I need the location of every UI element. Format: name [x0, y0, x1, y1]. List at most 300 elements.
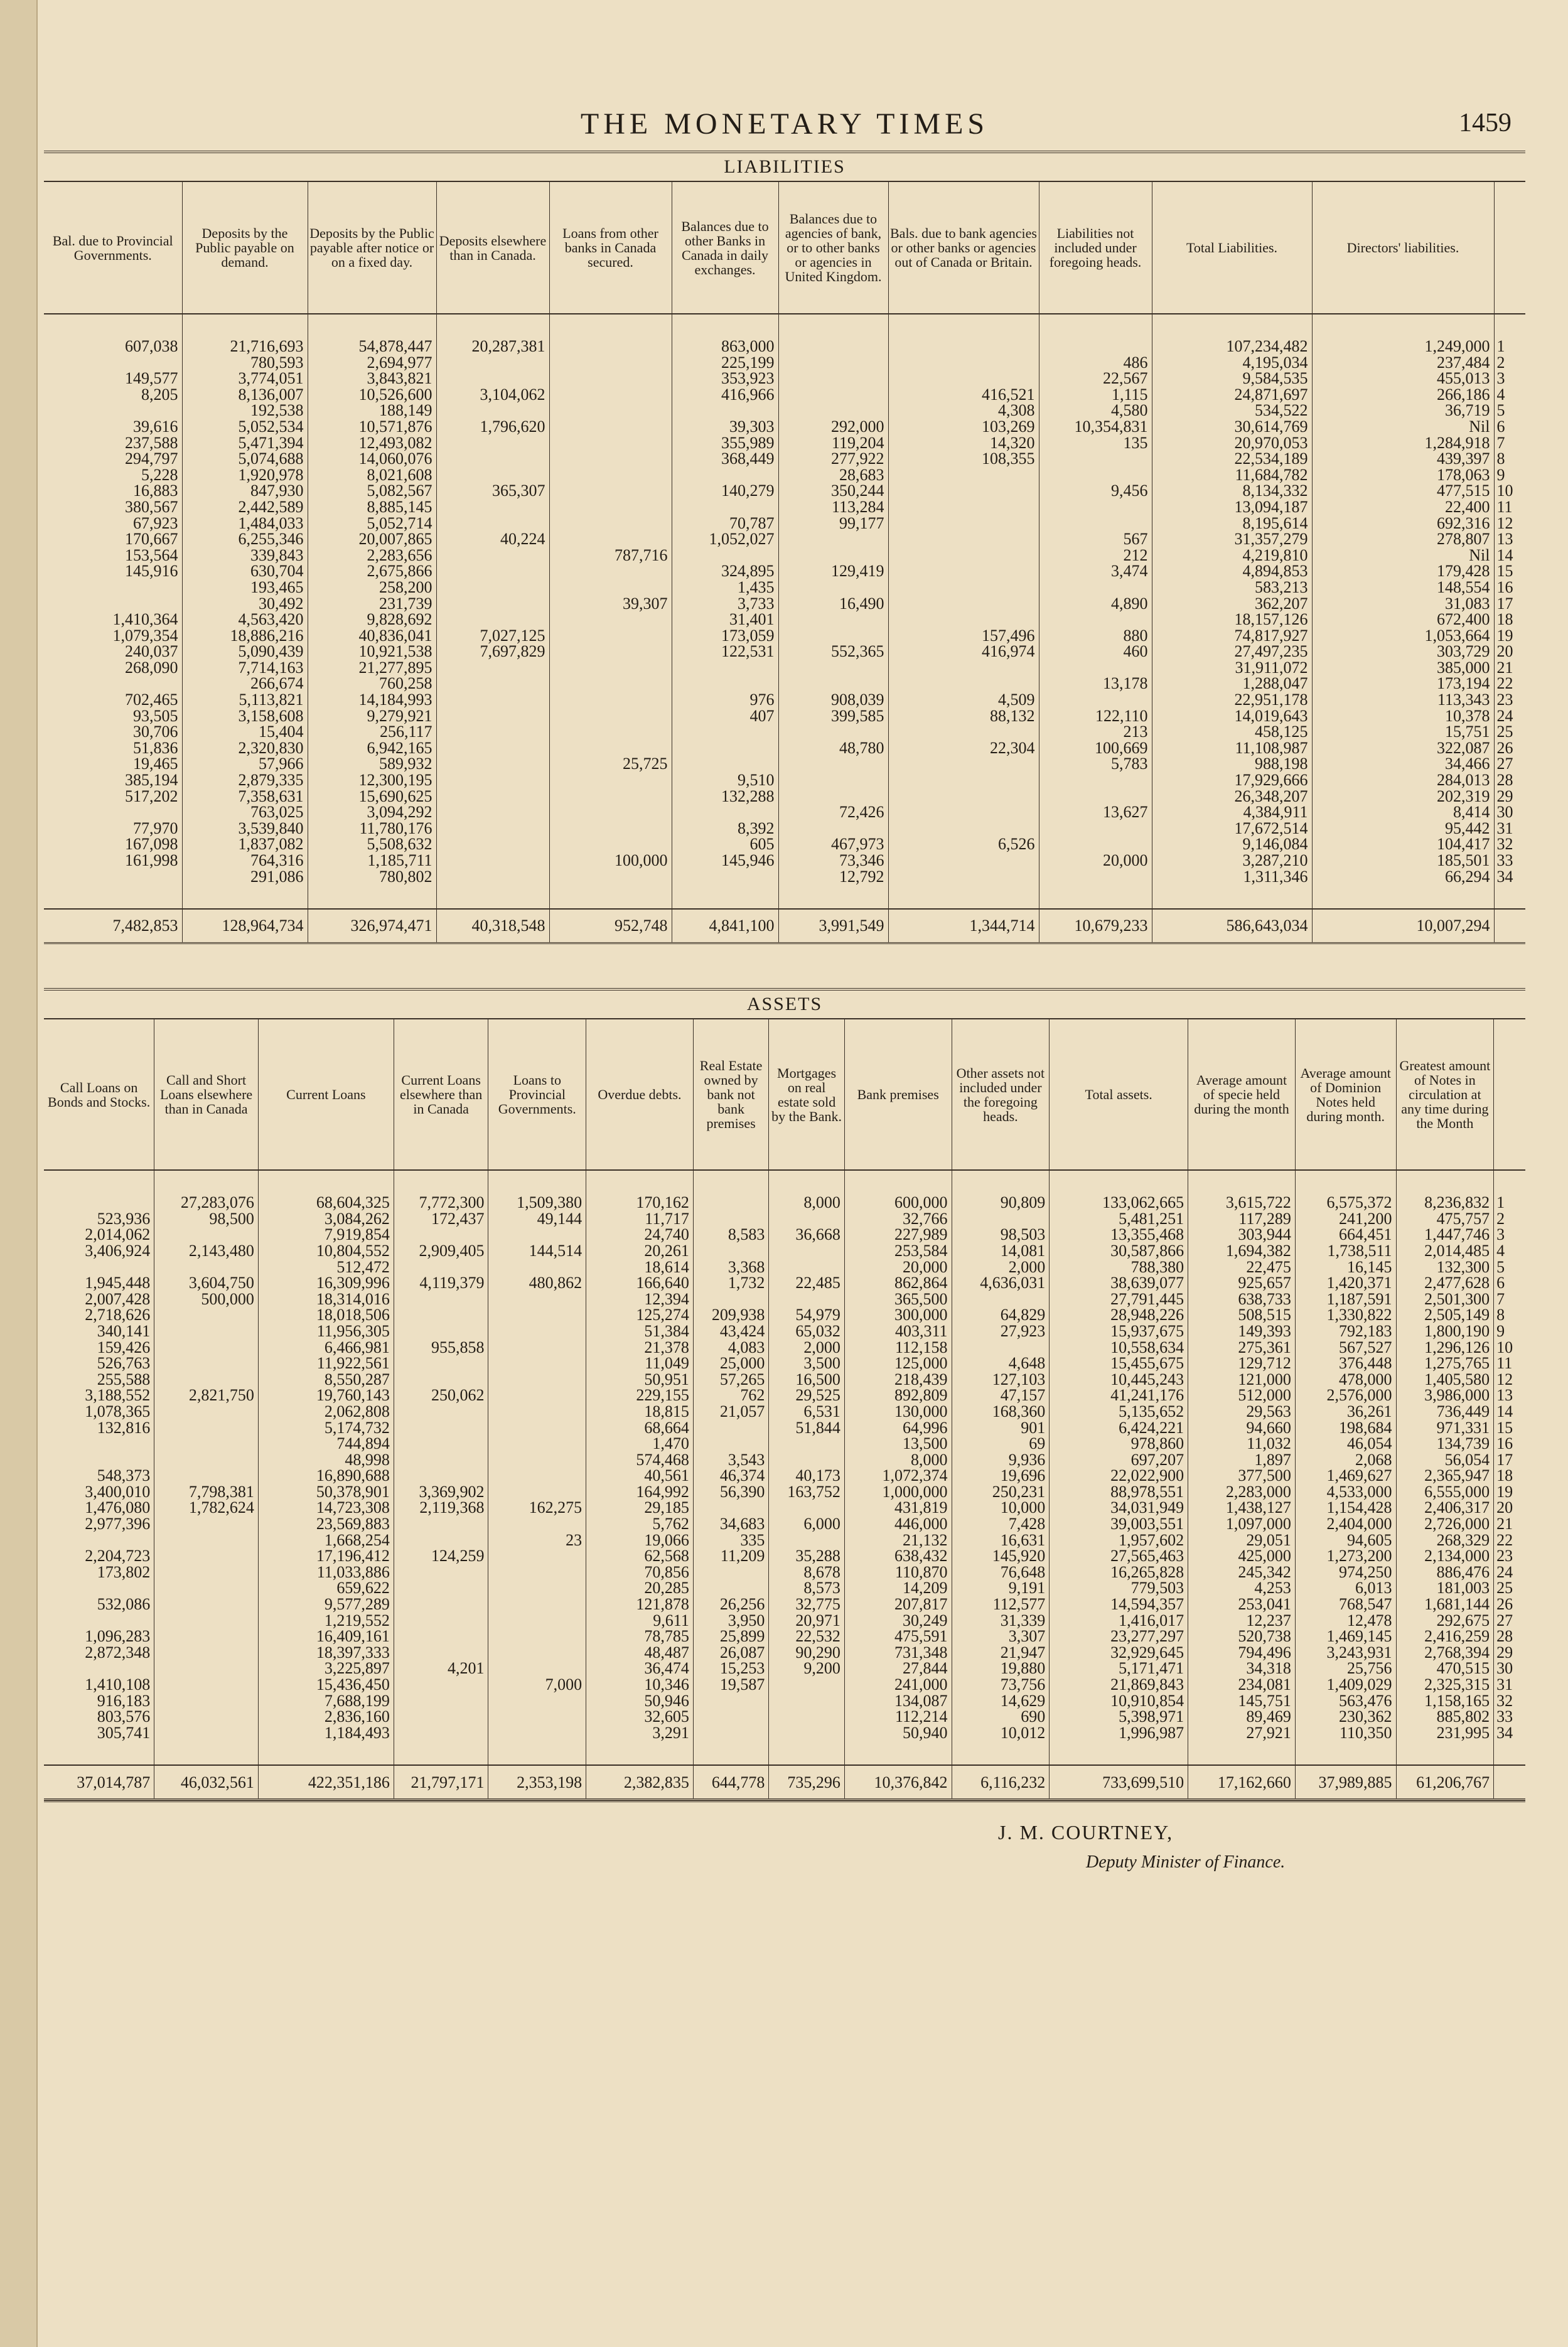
total-cell: 10,679,233 [1039, 909, 1152, 943]
table-cell: 780,802 [308, 869, 436, 885]
table-cell [394, 1355, 488, 1372]
table-cell [394, 1436, 488, 1452]
table-cell: 125,000 [844, 1355, 952, 1372]
table-cell: 16,409,161 [258, 1628, 394, 1645]
table-cell: 46,054 [1295, 1436, 1396, 1452]
table-cell: 20,285 [586, 1580, 694, 1596]
assets-column-header: Current Loans [258, 1019, 394, 1170]
table-cell [436, 660, 549, 676]
table-cell [693, 1420, 769, 1436]
table-cell: 3,733 [672, 596, 778, 612]
table-cell: 19,465 [44, 756, 182, 772]
table-cell [952, 1291, 1050, 1308]
table-cell [693, 1580, 769, 1596]
table-cell: 132,300 [1396, 1259, 1494, 1276]
table-row [44, 515, 1525, 532]
table-cell [394, 1468, 488, 1484]
table-cell: 8,236,832 [1396, 1195, 1494, 1211]
table-cell: 22,567 [1039, 370, 1152, 387]
total-cell [1494, 1765, 1525, 1800]
table-cell: 908,039 [778, 692, 888, 708]
total-cell: 3,991,549 [778, 909, 888, 943]
table-cell [888, 820, 1039, 837]
table-cell [549, 531, 672, 547]
table-cell: 1,484,033 [182, 515, 308, 532]
row-number: 10 [1496, 481, 1513, 500]
table-row [44, 1387, 1525, 1404]
table-cell: 9,279,921 [308, 708, 436, 724]
table-cell: 21,132 [844, 1532, 952, 1549]
table-cell [769, 1436, 845, 1452]
assets-column-header: Average amount of Dominion Notes held during month. [1295, 1019, 1396, 1170]
table-cell: 20,970,053 [1152, 435, 1312, 451]
table-cell: 22,304 [888, 740, 1039, 756]
table-cell: 48,998 [258, 1452, 394, 1468]
table-cell: 76,648 [952, 1564, 1050, 1581]
table-cell: 1,000,000 [844, 1484, 952, 1500]
section-separator [44, 944, 1525, 991]
table-cell: 16,631 [952, 1532, 1050, 1549]
table-cell: 18,886,216 [182, 628, 308, 644]
table-cell: 303,944 [1188, 1227, 1296, 1243]
table-cell: 2,694,977 [308, 355, 436, 371]
table-cell [888, 788, 1039, 805]
assets-table [44, 1019, 1525, 1800]
table-cell [672, 740, 778, 756]
table-row [44, 1259, 1525, 1276]
table-cell: 583,213 [1152, 579, 1312, 596]
table-cell: 7,688,199 [258, 1693, 394, 1709]
table-cell [693, 1709, 769, 1725]
table-cell: 19,587 [693, 1677, 769, 1693]
table-cell: 21,947 [952, 1645, 1050, 1661]
spacer-row [44, 314, 1525, 338]
row-number: 22 [1496, 1530, 1513, 1549]
table-cell: 1,957,602 [1050, 1532, 1188, 1549]
table-cell: 209,938 [693, 1307, 769, 1323]
table-cell: 15,455,675 [1050, 1355, 1188, 1372]
table-cell: 2,977,396 [44, 1516, 154, 1532]
table-cell: 416,974 [888, 643, 1039, 660]
table-cell [778, 660, 888, 676]
table-cell: 234,081 [1188, 1677, 1296, 1693]
table-cell: 25,899 [693, 1628, 769, 1645]
table-cell: 22,951,178 [1152, 692, 1312, 708]
table-cell [154, 1340, 259, 1356]
table-cell: 5,113,821 [182, 692, 308, 708]
row-number: 32 [1496, 835, 1513, 854]
row-number: 24 [1496, 1562, 1513, 1581]
table-cell: 976 [672, 692, 778, 708]
table-cell: 630,704 [182, 563, 308, 579]
table-cell: 6,555,000 [1396, 1484, 1494, 1500]
table-cell: 1,897 [1188, 1452, 1296, 1468]
table-cell: 1,097,000 [1188, 1516, 1296, 1532]
table-cell: 14,209 [844, 1580, 952, 1596]
table-cell: 2,007,428 [44, 1291, 154, 1308]
table-cell [1039, 692, 1152, 708]
table-cell: 27,923 [952, 1323, 1050, 1340]
row-number: 33 [1496, 851, 1513, 869]
table-cell: 1,470 [586, 1436, 694, 1452]
table-cell: 17,196,412 [258, 1548, 394, 1564]
table-cell: 57,265 [693, 1372, 769, 1388]
table-cell: 24,740 [586, 1227, 694, 1243]
table-cell [672, 660, 778, 676]
table-cell: 8,134,332 [1152, 483, 1312, 499]
table-cell: 1,115 [1039, 387, 1152, 403]
table-cell: 32,605 [586, 1709, 694, 1725]
table-cell: 26,256 [693, 1596, 769, 1613]
table-cell: 1,416,017 [1050, 1613, 1188, 1629]
table-cell [436, 547, 549, 564]
table-cell [488, 1693, 586, 1709]
table-cell: 4,533,000 [1295, 1484, 1396, 1500]
table-cell: 153,564 [44, 547, 182, 564]
row-number: 12 [1496, 1370, 1513, 1388]
table-cell: 744,894 [258, 1436, 394, 1452]
table-cell: 5,135,652 [1050, 1404, 1188, 1420]
table-cell: 16,490 [778, 596, 888, 612]
table-row [44, 1420, 1525, 1436]
table-cell: 2,416,259 [1396, 1628, 1494, 1645]
table-cell: 532,086 [44, 1596, 154, 1613]
table-cell: 11,049 [586, 1355, 694, 1372]
table-cell: 40,836,041 [308, 628, 436, 644]
table-cell: 4,636,031 [952, 1275, 1050, 1291]
table-cell [888, 724, 1039, 740]
table-cell: 8,392 [672, 820, 778, 837]
table-cell [1039, 772, 1152, 788]
table-cell: 127,103 [952, 1372, 1050, 1388]
table-cell: 231,739 [308, 596, 436, 612]
table-cell: 365,307 [436, 483, 549, 499]
table-cell: 486 [1039, 355, 1152, 371]
table-cell: 1,447,746 [1396, 1227, 1494, 1243]
table-cell: 3,188,552 [44, 1387, 154, 1404]
table-cell [488, 1628, 586, 1645]
table-cell: 10,571,876 [308, 419, 436, 435]
total-cell: 952,748 [549, 909, 672, 943]
total-cell: 733,699,510 [1050, 1765, 1188, 1800]
table-cell: 863,000 [672, 338, 778, 355]
table-cell: 27,791,445 [1050, 1291, 1188, 1308]
table-cell: 2,477,628 [1396, 1275, 1494, 1291]
table-cell [394, 1580, 488, 1596]
table-cell: 29,563 [1188, 1404, 1296, 1420]
table-cell [549, 692, 672, 708]
table-cell: 2,062,808 [258, 1404, 394, 1420]
table-cell: 6,424,221 [1050, 1420, 1188, 1436]
table-cell: 36,474 [586, 1660, 694, 1677]
table-cell: 3,543 [693, 1452, 769, 1468]
table-cell: 9,936 [952, 1452, 1050, 1468]
table-cell: 6,531 [769, 1404, 845, 1420]
table-cell: 231,995 [1396, 1725, 1494, 1741]
table-cell: 23 [488, 1532, 586, 1549]
table-cell: 1,782,624 [154, 1500, 259, 1516]
table-cell: 2,501,300 [1396, 1291, 1494, 1308]
table-cell: 173,059 [672, 628, 778, 644]
table-cell [154, 1404, 259, 1420]
table-cell: 218,439 [844, 1372, 952, 1388]
row-number: 29 [1496, 787, 1513, 805]
table-row [44, 483, 1525, 499]
total-cell: 2,382,835 [586, 1765, 694, 1800]
table-cell [154, 1307, 259, 1323]
table-cell: 803,576 [44, 1709, 154, 1725]
table-cell: 3,307 [952, 1628, 1050, 1645]
table-cell: 500,000 [154, 1291, 259, 1308]
table-cell: 15,404 [182, 724, 308, 740]
table-cell: 3,400,010 [44, 1484, 154, 1500]
table-cell: 49,144 [488, 1211, 586, 1227]
table-cell: 1,284,918 [1312, 435, 1494, 451]
table-cell: 416,966 [672, 387, 778, 403]
row-number: 3 [1496, 369, 1505, 388]
table-cell [888, 852, 1039, 869]
table-cell: 27,283,076 [154, 1195, 259, 1211]
table-cell [888, 804, 1039, 820]
table-cell [44, 869, 182, 885]
table-cell: 27,497,235 [1152, 643, 1312, 660]
assets-column-header: Other assets not included under the foregoing heads. [952, 1019, 1050, 1170]
table-cell [549, 836, 672, 852]
table-row [44, 852, 1525, 869]
assets-column-header: Loans to Provincial Governments. [488, 1019, 586, 1170]
table-cell: 39,307 [549, 596, 672, 612]
table-cell: 439,397 [1312, 451, 1494, 467]
table-cell: 13,094,187 [1152, 499, 1312, 515]
table-cell: 892,809 [844, 1387, 952, 1404]
table-cell: 277,922 [778, 451, 888, 467]
table-cell [549, 419, 672, 435]
table-cell: 3,950 [693, 1613, 769, 1629]
table-cell [549, 387, 672, 403]
table-cell: 22,475 [1188, 1259, 1296, 1276]
table-cell [394, 1709, 488, 1725]
table-cell: 350,244 [778, 483, 888, 499]
table-cell [549, 740, 672, 756]
table-cell: 113,343 [1312, 692, 1494, 708]
table-cell: 14,081 [952, 1243, 1050, 1259]
table-cell: 21,378 [586, 1340, 694, 1356]
table-cell: 89,469 [1188, 1709, 1296, 1725]
table-cell: 227,989 [844, 1227, 952, 1243]
row-number: 28 [1496, 771, 1513, 790]
table-cell [436, 563, 549, 579]
table-cell: 692,316 [1312, 515, 1494, 532]
table-cell: 3,474 [1039, 563, 1152, 579]
table-cell: 9,200 [769, 1660, 845, 1677]
table-cell [888, 338, 1039, 355]
table-cell [549, 708, 672, 724]
row-number: 32 [1496, 1691, 1513, 1710]
table-cell: 166,640 [586, 1275, 694, 1291]
table-cell: 5,228 [44, 467, 182, 483]
table-cell: 2,879,335 [182, 772, 308, 788]
table-cell [778, 547, 888, 564]
table-cell: 181,003 [1396, 1580, 1494, 1596]
table-cell: 2,675,866 [308, 563, 436, 579]
table-cell [549, 499, 672, 515]
table-row [44, 370, 1525, 387]
table-cell [154, 1372, 259, 1388]
table-cell: 36,668 [769, 1227, 845, 1243]
table-cell: 198,684 [1295, 1420, 1396, 1436]
table-cell [778, 579, 888, 596]
table-cell [778, 355, 888, 371]
table-row [44, 611, 1525, 628]
row-number: 2 [1496, 353, 1505, 372]
total-cell: 6,116,232 [952, 1765, 1050, 1800]
table-cell: 31,911,072 [1152, 660, 1312, 676]
table-cell: 3,406,924 [44, 1243, 154, 1259]
table-cell [549, 660, 672, 676]
spacer-row [44, 1170, 1525, 1195]
row-number: 9 [1496, 465, 1505, 484]
table-row [44, 1355, 1525, 1372]
table-cell: 11,780,176 [308, 820, 436, 837]
table-cell [488, 1725, 586, 1741]
table-cell: 377,500 [1188, 1468, 1296, 1484]
table-row [44, 1307, 1525, 1323]
table-cell: 122,110 [1039, 708, 1152, 724]
table-cell: 30,587,866 [1050, 1243, 1188, 1259]
table-cell: 241,200 [1295, 1211, 1396, 1227]
row-number: 7 [1496, 433, 1505, 452]
table-cell: 1,154,428 [1295, 1500, 1396, 1516]
row-number: 16 [1496, 1434, 1513, 1453]
table-cell: 95,442 [1312, 820, 1494, 837]
row-number: 23 [1496, 1547, 1513, 1566]
table-cell [888, 772, 1039, 788]
table-cell: 4,083 [693, 1340, 769, 1356]
table-cell: 1,837,082 [182, 836, 308, 852]
row-number: 34 [1496, 1723, 1513, 1742]
table-cell: 10,012 [952, 1725, 1050, 1741]
table-cell: 18,614 [586, 1259, 694, 1276]
table-cell: 159,426 [44, 1340, 154, 1356]
table-cell: 35,288 [769, 1548, 845, 1564]
table-cell: 39,003,551 [1050, 1516, 1188, 1532]
liabilities-column-header: Loans from other banks in Canada secured. [549, 182, 672, 314]
table-cell: 1,078,365 [44, 1404, 154, 1420]
table-cell: 1,469,145 [1295, 1628, 1396, 1645]
table-cell [888, 869, 1039, 885]
table-cell: 548,373 [44, 1468, 154, 1484]
table-cell: 18,397,333 [258, 1645, 394, 1661]
table-row [44, 1613, 1525, 1629]
table-cell: 4,219,810 [1152, 547, 1312, 564]
table-cell [1039, 451, 1152, 467]
table-cell: 266,674 [182, 675, 308, 692]
table-cell [549, 338, 672, 355]
table-row [44, 1628, 1525, 1645]
table-row [44, 338, 1525, 355]
table-cell [672, 804, 778, 820]
row-number: 34 [1496, 867, 1513, 886]
table-cell: 460 [1039, 643, 1152, 660]
table-cell: 2,442,589 [182, 499, 308, 515]
table-cell: 65,032 [769, 1323, 845, 1340]
table-cell: 5,074,688 [182, 451, 308, 467]
table-cell [888, 660, 1039, 676]
table-cell: 9,456 [1039, 483, 1152, 499]
table-cell [778, 756, 888, 772]
table-cell [693, 1291, 769, 1308]
table-cell: 185,501 [1312, 852, 1494, 869]
row-number: 16 [1496, 577, 1513, 596]
table-cell: 2,909,405 [394, 1243, 488, 1259]
table-cell [672, 724, 778, 740]
table-cell: 30,492 [182, 596, 308, 612]
liabilities-column-header: Deposits elsewhere than in Canada. [436, 182, 549, 314]
table-cell [394, 1291, 488, 1308]
table-cell [888, 467, 1039, 483]
table-cell: 1,072,374 [844, 1468, 952, 1484]
table-cell [154, 1693, 259, 1709]
table-cell [488, 1404, 586, 1420]
table-cell: 8,573 [769, 1580, 845, 1596]
table-cell: 7,772,300 [394, 1195, 488, 1211]
table-cell: 253,584 [844, 1243, 952, 1259]
table-cell [488, 1660, 586, 1677]
table-cell [769, 1211, 845, 1227]
total-cell: 61,206,767 [1396, 1765, 1494, 1800]
table-cell [394, 1227, 488, 1243]
table-cell: 3,225,897 [258, 1660, 394, 1677]
table-cell [154, 1564, 259, 1581]
table-cell [488, 1355, 586, 1372]
table-cell [154, 1677, 259, 1693]
table-cell [394, 1372, 488, 1388]
table-cell: 458,125 [1152, 724, 1312, 740]
table-cell: 8,021,608 [308, 467, 436, 483]
table-cell [549, 451, 672, 467]
table-row [44, 804, 1525, 820]
table-row [44, 1340, 1525, 1356]
table-cell: 1,187,591 [1295, 1291, 1396, 1308]
table-cell [436, 772, 549, 788]
table-cell [436, 788, 549, 805]
totals-row [44, 909, 1525, 943]
table-cell [778, 675, 888, 692]
table-cell: 1,438,127 [1188, 1500, 1296, 1516]
table-cell: 188,149 [308, 402, 436, 419]
table-cell [488, 1580, 586, 1596]
table-cell: 11,956,305 [258, 1323, 394, 1340]
table-cell: 28,683 [778, 467, 888, 483]
table-cell [693, 1564, 769, 1581]
table-cell: 12,237 [1188, 1613, 1296, 1629]
total-cell: 40,318,548 [436, 909, 549, 943]
table-cell: 1,405,580 [1396, 1372, 1494, 1388]
table-cell [436, 596, 549, 612]
table-cell: 2,283,000 [1188, 1484, 1296, 1500]
table-cell: 50,940 [844, 1725, 952, 1741]
table-cell [488, 1340, 586, 1356]
table-cell: 14,723,308 [258, 1500, 394, 1516]
table-cell: 110,870 [844, 1564, 952, 1581]
table-cell: 1,996,987 [1050, 1725, 1188, 1741]
table-cell: 20,261 [586, 1243, 694, 1259]
table-cell [488, 1452, 586, 1468]
table-row [44, 451, 1525, 467]
table-cell: 32,775 [769, 1596, 845, 1613]
table-cell: 29,051 [1188, 1532, 1296, 1549]
table-cell [154, 1580, 259, 1596]
